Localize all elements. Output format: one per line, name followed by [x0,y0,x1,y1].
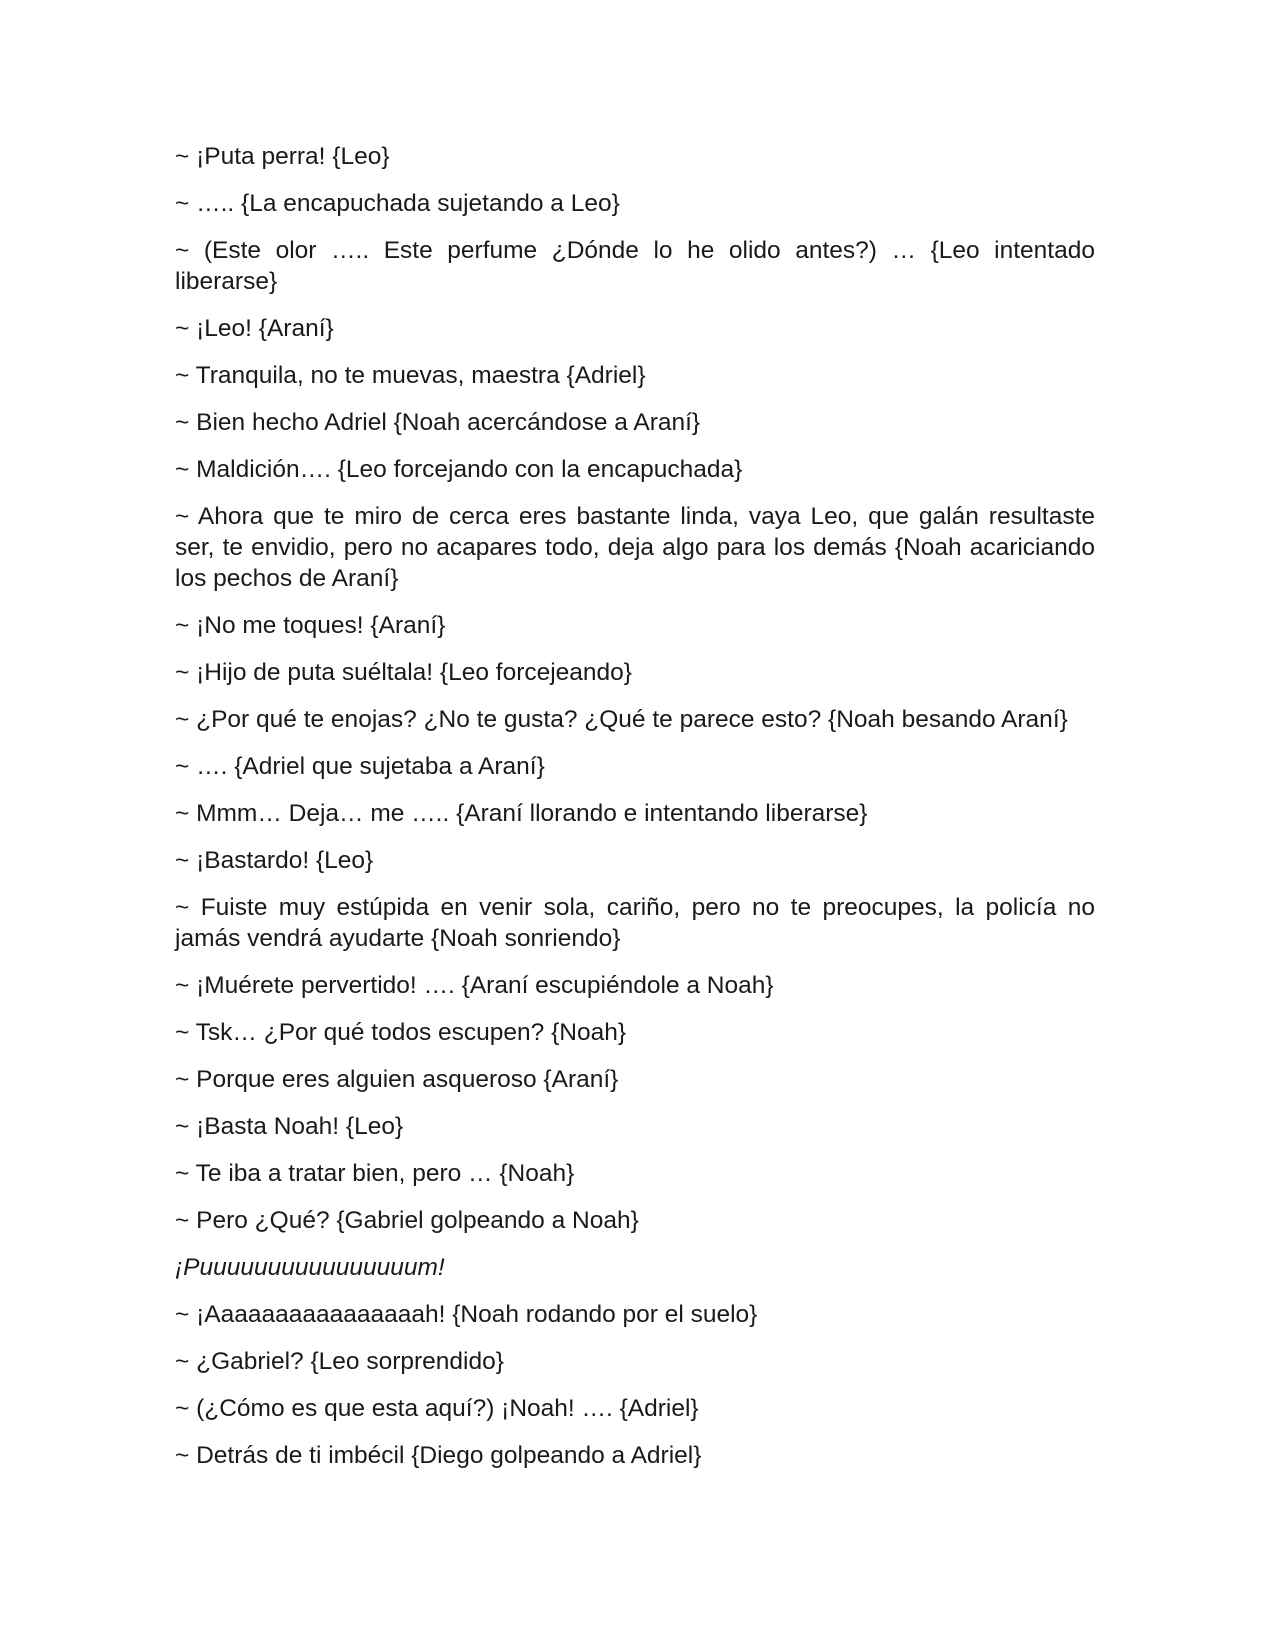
dialogue-line: ~ ¡Hijo de puta suéltala! {Leo forcejeando} [175,659,632,686]
dialogue-line: ~ Fuiste muy estúpida en venir sola, cariño, pero no te preocupes, la policía no jamás vendrá ayudarte {Noah sonriendo} [175,894,1095,952]
dialogue-line: ~ ¡Puta perra! {Leo} [175,143,390,170]
dialogue-line: ~ Tsk… ¿Por qué todos escupen? {Noah} [175,1019,627,1046]
dialogue-line: ~ Maldición…. {Leo forcejando con la encapuchada} [175,456,743,483]
dialogue-line: ~ Te iba a tratar bien, pero … {Noah} [175,1160,575,1187]
document-page [175,141,1095,1487]
dialogue-line: ~ ¡Aaaaaaaaaaaaaaaah! {Noah rodando por el suelo} [175,1301,758,1328]
dialogue-line: ~ …. {Adriel que sujetaba a Araní} [175,753,545,780]
dialogue-line: ~ ¿Por qué te enojas? ¿No te gusta? ¿Qué te parece esto? {Noah besando Araní} [175,706,1068,733]
dialogue-line: ~ ¡Bastardo! {Leo} [175,847,374,874]
dialogue-line: ~ ¡No me toques! {Araní} [175,612,446,639]
sound-effect-line: ¡Puuuuuuuuuuuuuuuum! [175,1254,445,1281]
dialogue-line: ~ Pero ¿Qué? {Gabriel golpeando a Noah} [175,1207,639,1234]
dialogue-line: ~ ¿Gabriel? {Leo sorprendido} [175,1348,504,1375]
dialogue-line: ~ Tranquila, no te muevas, maestra {Adriel} [175,362,646,389]
dialogue-line: ~ (¿Cómo es que esta aquí?) ¡Noah! …. {Adriel} [175,1395,699,1422]
dialogue-line: ~ ¡Basta Noah! {Leo} [175,1113,404,1140]
dialogue-line: ~ ¡Leo! {Araní} [175,315,334,342]
dialogue-line: ~ Mmm… Deja… me ….. {Araní llorando e intentando liberarse} [175,800,868,827]
dialogue-line: ~ ¡Muérete pervertido! …. {Araní escupiéndole a Noah} [175,972,774,999]
dialogue-line: ~ Ahora que te miro de cerca eres bastante linda, vaya Leo, que galán resultaste ser, te envidio, pero no acapares todo, deja algo para los demás {Noah acariciando los pechos de Araní} [175,503,1095,592]
dialogue-line: ~ Detrás de ti imbécil {Diego golpeando a Adriel} [175,1442,702,1469]
dialogue-line: ~ Bien hecho Adriel {Noah acercándose a Araní} [175,409,701,436]
dialogue-line: ~ Porque eres alguien asqueroso {Araní} [175,1066,619,1093]
dialogue-line: ~ (Este olor ….. Este perfume ¿Dónde lo he olido antes?) … {Leo intentado liberarse} [175,237,1095,295]
dialogue-line: ~ ….. {La encapuchada sujetando a Leo} [175,190,620,217]
